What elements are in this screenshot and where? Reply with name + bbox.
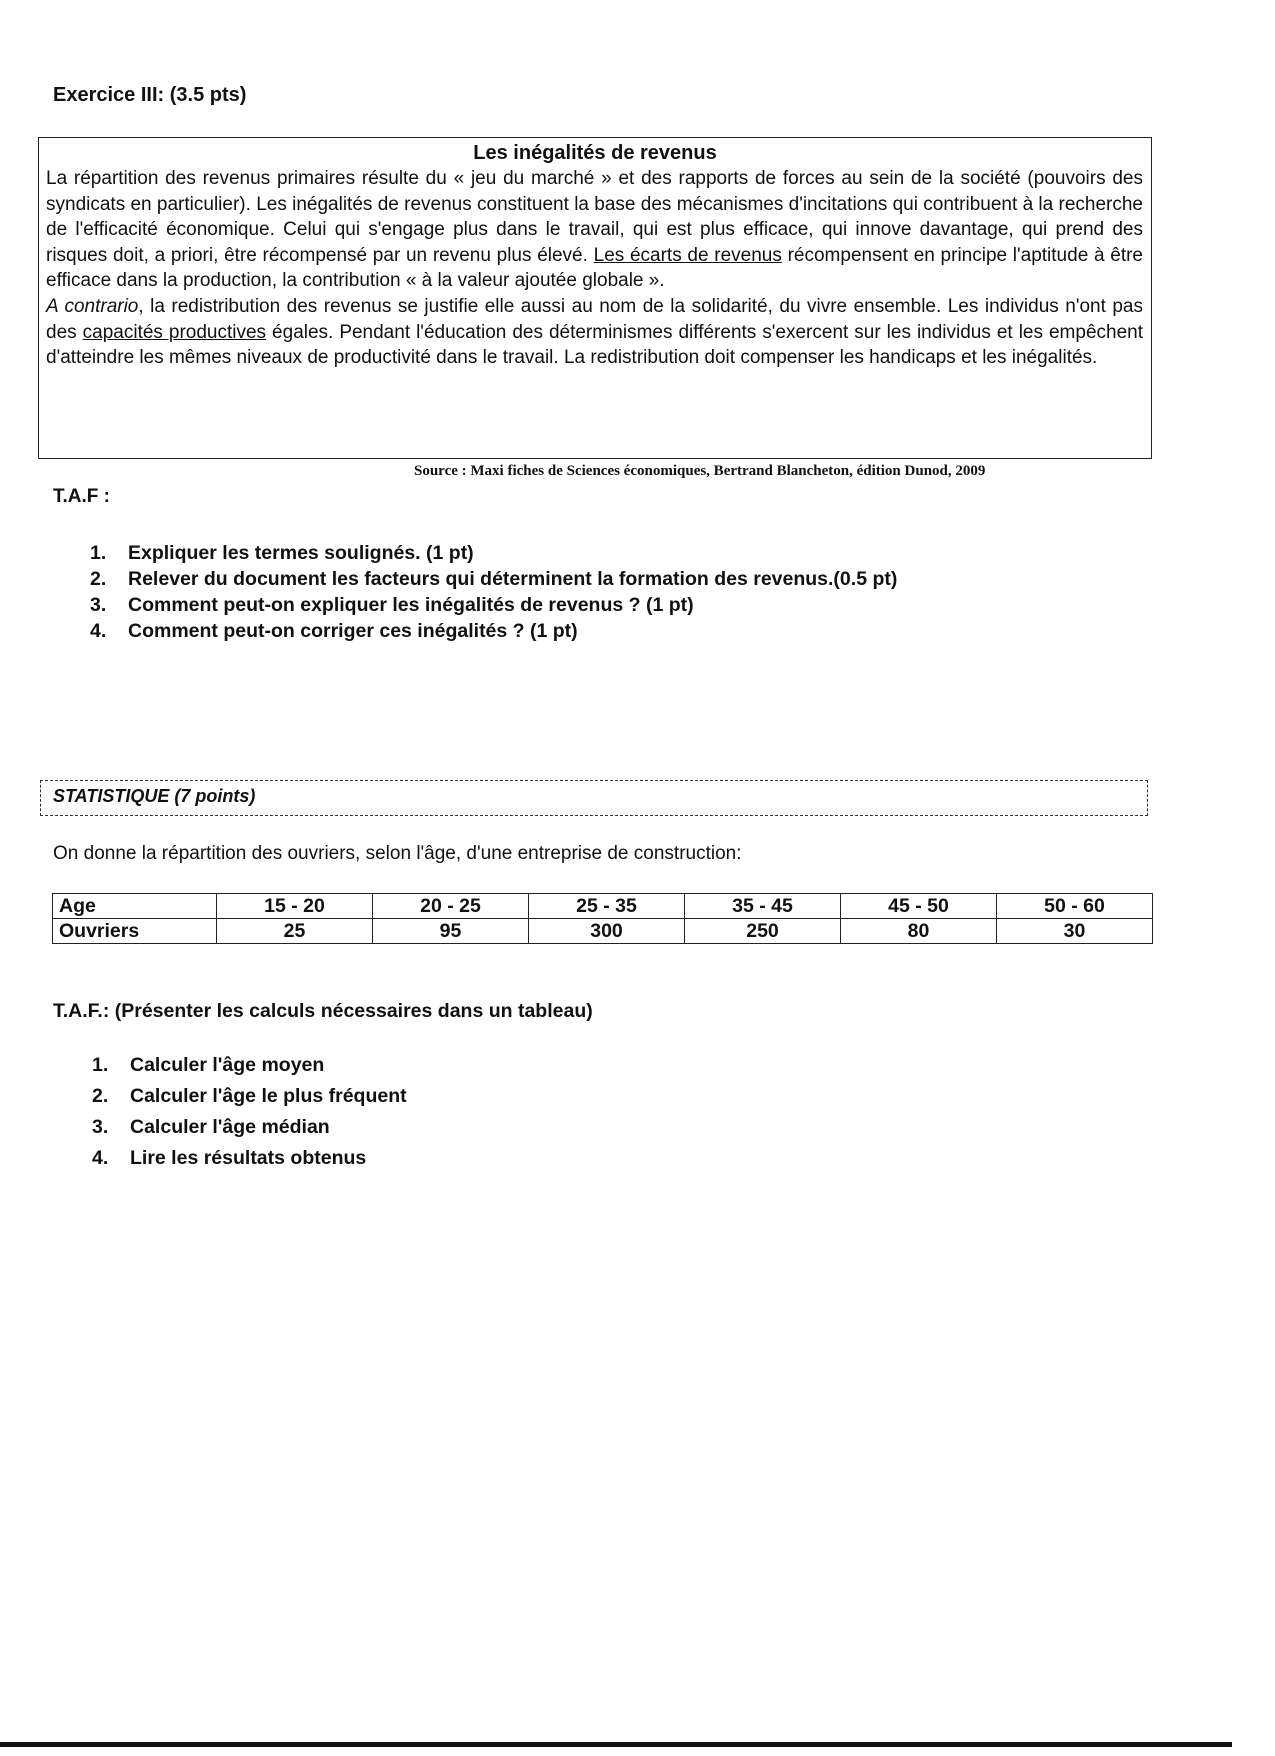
question-item: [92, 1143, 407, 1174]
table-cell: 35 - 45: [685, 894, 841, 919]
question-text: Expliquer les termes soulignés. (1 pt): [128, 542, 474, 564]
table-cell: 250: [685, 919, 841, 944]
table-cell: 300: [529, 919, 685, 944]
question-item: [90, 618, 897, 644]
table-row-age: [53, 894, 1153, 919]
statistics-questions: [92, 1050, 407, 1174]
row-label-workers: Ouvriers: [53, 919, 217, 944]
table-cell: 80: [841, 919, 997, 944]
underlined-term-capacites: capacités productives: [82, 321, 267, 343]
question-number: 3.: [90, 594, 107, 616]
table-cell: 25: [217, 919, 373, 944]
table-cell: 45 - 50: [841, 894, 997, 919]
document-body: [46, 166, 1143, 371]
statistics-intro: On donne la répartition des ouvriers, selon l'âge, d'une entreprise de construction:: [53, 843, 742, 864]
paragraph-2: [46, 294, 1143, 371]
question-number: 2.: [90, 568, 107, 590]
underlined-term-ecarts: Les écarts de revenus: [593, 244, 782, 266]
paragraph-1-part-b: récompensent en principe l'aptitude à être efficace dans la production, la contribution « à la valeur ajoutée globale ».: [46, 244, 1143, 292]
question-number: 1.: [90, 542, 107, 564]
question-text: Calculer l'âge le plus fréquent: [130, 1085, 407, 1107]
document-title: Les inégalités de revenus: [473, 142, 717, 164]
question-number: 1.: [92, 1054, 109, 1076]
table-cell: 50 - 60: [997, 894, 1153, 919]
question-text: Comment peut-on expliquer les inégalités de revenus ? (1 pt): [128, 594, 694, 616]
question-text: Calculer l'âge moyen: [130, 1054, 325, 1076]
question-item: [92, 1081, 407, 1112]
question-number: 2.: [92, 1085, 109, 1107]
question-text: Lire les résultats obtenus: [130, 1147, 367, 1169]
exercise-title: Exercice III: (3.5 pts): [53, 84, 247, 106]
table-cell: 15 - 20: [217, 894, 373, 919]
question-item: [92, 1050, 407, 1081]
table-cell: 25 - 35: [529, 894, 685, 919]
exercise-questions: [90, 540, 897, 644]
age-distribution-table: [52, 893, 1153, 944]
question-text: Comment peut-on corriger ces inégalités ? (1 pt): [128, 620, 578, 642]
question-item: [90, 540, 897, 566]
table-cell: 30: [997, 919, 1153, 944]
question-number: 4.: [90, 620, 107, 642]
paragraph-2-part-a: , la redistribution des revenus se justifie elle aussi au nom de la solidarité, du vivre ensemble. Les individus n'ont pas des: [46, 295, 1143, 343]
table-row-workers: [53, 919, 1153, 944]
paragraph-1-part-a: La répartition des revenus primaires résulte du « jeu du marché » et des rapports de forces au sein de la société (pouvoirs des syndicats en particulier). Les inégalités de revenus constituent la base des mécanismes d'incitations qui contribuent à la recherche de l'efficacité économique. Celui qui s'engage plus dans le travail, qui est plus efficace, qui innove davantage, qui prend des risques doit, a priori, être récompensé par un revenu plus élevé.: [46, 168, 1143, 266]
question-text: Relever du document les facteurs qui déterminent la formation des revenus.(0.5 pt): [128, 568, 898, 590]
row-label-age: Age: [53, 894, 217, 919]
question-number: 4.: [92, 1147, 109, 1169]
statistics-header-box: [40, 780, 1148, 816]
statistics-taf-label: T.A.F.: (Présenter les calculs nécessaires dans un tableau): [53, 1000, 593, 1022]
source-citation: Source : Maxi fiches de Sciences économiques, Bertrand Blancheton, édition Dunod, 2009: [414, 463, 986, 479]
question-item: [92, 1112, 407, 1143]
table-cell: 20 - 25: [373, 894, 529, 919]
table-cell: 95: [373, 919, 529, 944]
italic-term-a-contrario: A contrario: [46, 295, 139, 317]
paragraph-2-part-b: égales. Pendant l'éducation des déterminismes différents s'exercent sur les individus et les empêchent d'atteindre les mêmes niveaux de productivité dans le travail. La redistribution doit compenser les handicaps et les inégalités.: [46, 321, 1143, 369]
statistics-title: STATISTIQUE (7 points): [53, 786, 256, 806]
taf-label: T.A.F :: [53, 486, 110, 507]
question-item: [90, 592, 897, 618]
bottom-divider: [0, 1742, 1232, 1747]
question-text: Calculer l'âge médian: [130, 1116, 330, 1138]
question-item: [90, 566, 897, 592]
paragraph-1: [46, 166, 1143, 294]
question-number: 3.: [92, 1116, 109, 1138]
document-text-box: [38, 137, 1152, 459]
